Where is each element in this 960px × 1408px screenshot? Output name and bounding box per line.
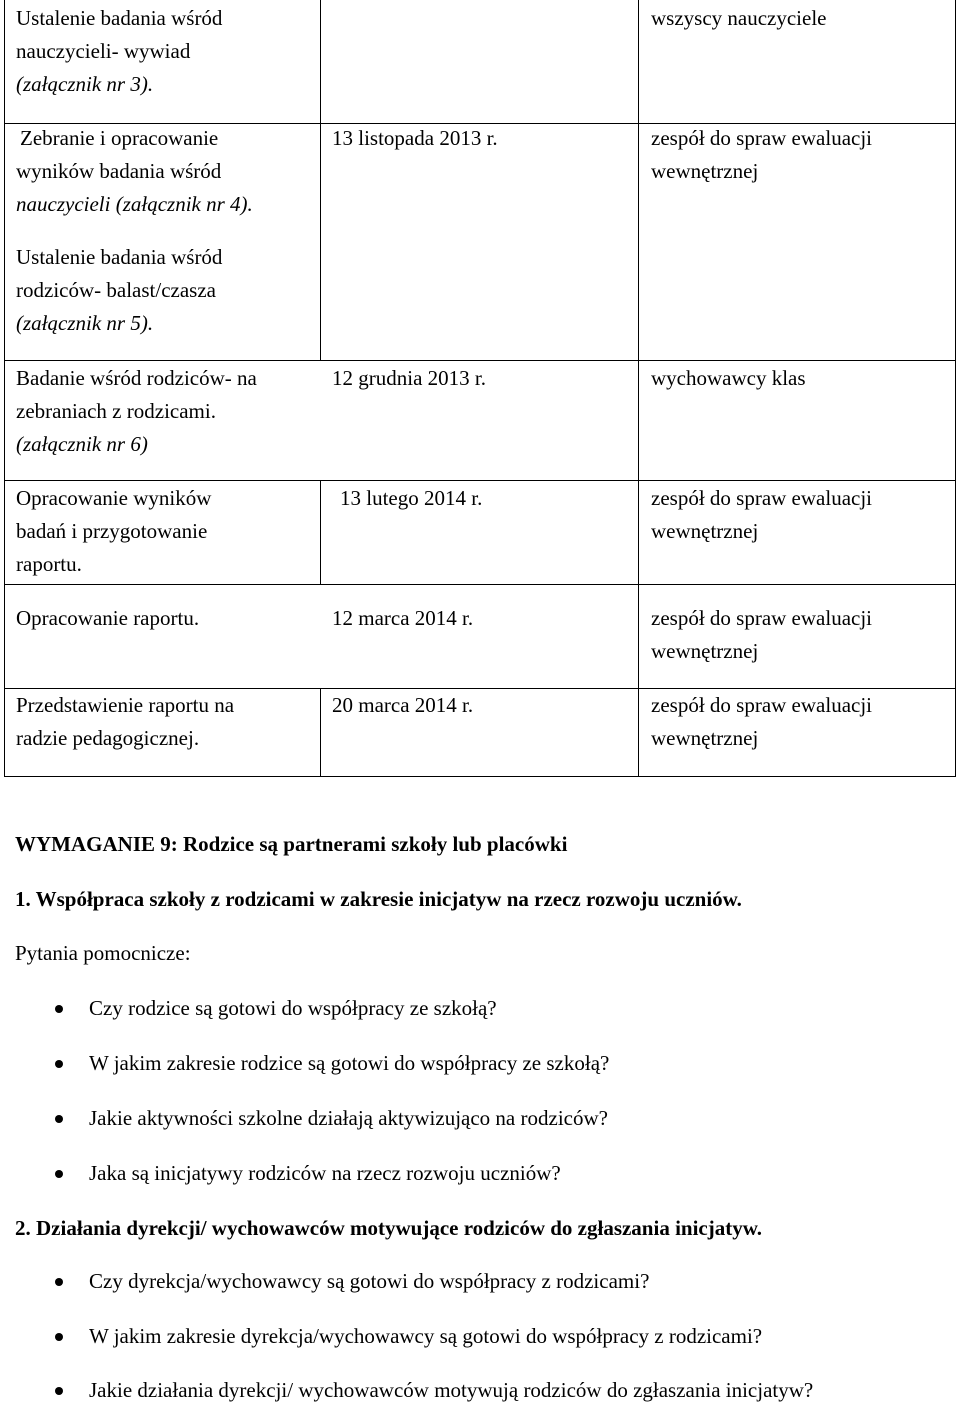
table-row-5-task	[16, 482, 211, 581]
table-row-5-responsible	[651, 482, 872, 548]
cell-line: zespół do spraw ewaluacji	[651, 606, 873, 630]
cell-line: zespół do spraw ewaluacji	[651, 693, 873, 717]
question-text: Jakie działania dyrekcji/ wychowawców motywują rodziców do zgłaszania inicjatyw?	[89, 1378, 814, 1402]
question-text: Czy rodzice są gotowi do współpracy ze szkołą?	[89, 996, 497, 1020]
cell-line: 12 marca 2014 r.	[332, 606, 474, 630]
bullet-icon	[55, 1278, 63, 1286]
table-row-2-task	[16, 122, 253, 221]
cell-line: nauczycieli- wywiad	[16, 39, 191, 63]
table-row-2-date	[332, 122, 498, 155]
table-row-1-task	[16, 2, 222, 101]
cell-line: Opracowanie wyników	[16, 486, 212, 510]
cell-line: (załącznik nr 6)	[16, 432, 148, 456]
table-row-6-task	[16, 602, 199, 635]
cell-line: 13 lutego 2014 r.	[340, 486, 483, 510]
question-text: Jaka są inicjatywy rodziców na rzecz rozwoju uczniów?	[89, 1161, 561, 1185]
cell-line: raportu.	[16, 552, 82, 576]
cell-line: radzie pedagogicznej.	[16, 726, 200, 750]
cell-line: Ustalenie badania wśród	[16, 6, 223, 30]
cell-line: wewnętrznej	[651, 639, 759, 663]
cell-line: Zebranie i opracowanie	[20, 126, 219, 150]
cell-line: nauczycieli (załącznik nr 4).	[16, 192, 253, 216]
cell-line: (załącznik nr 3).	[16, 72, 154, 96]
cell-line: rodziców- balast/czasza	[16, 278, 216, 302]
question-text: Jakie aktywności szkolne działają aktywizująco na rodziców?	[89, 1106, 608, 1130]
cell-line: zebraniach z rodzicami.	[16, 399, 216, 423]
table-border-left	[4, 0, 5, 776]
table-row-5-date	[340, 482, 482, 515]
cell-line: wewnętrznej	[651, 159, 759, 183]
cell-line: Przedstawienie raportu na	[16, 693, 235, 717]
cell-line: 13 listopada 2013 r.	[332, 126, 498, 150]
table-border-bottom	[4, 776, 956, 777]
helper-questions-label: Pytania pomocnicze:	[15, 941, 191, 965]
table-column-divider-2	[638, 0, 639, 776]
cell-line: zespół do spraw ewaluacji	[651, 126, 873, 150]
cell-line: wyników badania wśród	[16, 159, 222, 183]
bullet-icon	[55, 1387, 63, 1395]
table-row-2-responsible	[651, 122, 872, 188]
question-text: Czy dyrekcja/wychowawcy są gotowi do współpracy z rodzicami?	[89, 1269, 650, 1293]
section-1-title: 1. Współpraca szkoły z rodzicami w zakresie inicjatyw na rzecz rozwoju uczniów.	[15, 887, 742, 911]
cell-line: wewnętrznej	[651, 726, 759, 750]
question-text: W jakim zakresie dyrekcja/wychowawcy są gotowi do współpracy z rodzicami?	[89, 1324, 763, 1348]
table-row-divider	[4, 360, 956, 361]
table-column-divider-1	[320, 688, 321, 776]
cell-line: wychowawcy klas	[651, 366, 806, 390]
table-border-right	[955, 0, 956, 776]
cell-line: zespół do spraw ewaluacji	[651, 486, 873, 510]
table-row-4-task	[16, 362, 257, 461]
cell-line: (załącznik nr 5).	[16, 311, 154, 335]
cell-line: 12 grudnia 2013 r.	[332, 366, 486, 390]
bullet-icon	[55, 1170, 63, 1178]
table-row-divider	[4, 584, 956, 585]
table-column-divider-1	[320, 0, 321, 360]
question-text: W jakim zakresie rodzice są gotowi do współpracy ze szkołą?	[89, 1051, 610, 1075]
table-row-divider	[4, 480, 956, 481]
requirement-heading: WYMAGANIE 9: Rodzice są partnerami szkoły lub placówki	[15, 832, 568, 856]
bullet-icon	[55, 1333, 63, 1341]
bullet-icon	[55, 1060, 63, 1068]
section-2-title: 2. Działania dyrekcji/ wychowawców motywujące rodziców do zgłaszania inicjatyw.	[15, 1216, 762, 1240]
cell-line: Ustalenie badania wśród	[16, 245, 223, 269]
table-row-7-responsible	[651, 689, 872, 755]
bullet-icon	[55, 1005, 63, 1013]
cell-line: wewnętrznej	[651, 519, 759, 543]
cell-line: badań i przygotowanie	[16, 519, 208, 543]
bullet-icon	[55, 1115, 63, 1123]
table-row-6-date	[332, 602, 473, 635]
table-column-divider-1	[320, 480, 321, 584]
table-row-7-task	[16, 689, 234, 755]
table-row-4-responsible	[651, 362, 806, 395]
table-row-1-responsible	[651, 2, 827, 35]
table-row-3-task	[16, 241, 222, 340]
table-row-4-date	[332, 362, 486, 395]
cell-line: 20 marca 2014 r.	[332, 693, 474, 717]
table-row-7-date	[332, 689, 473, 722]
table-row-6-responsible	[651, 602, 872, 668]
cell-line: wszyscy nauczyciele	[651, 6, 827, 30]
cell-line: Badanie wśród rodziców- na	[16, 366, 257, 390]
cell-line: Opracowanie raportu.	[16, 606, 200, 630]
